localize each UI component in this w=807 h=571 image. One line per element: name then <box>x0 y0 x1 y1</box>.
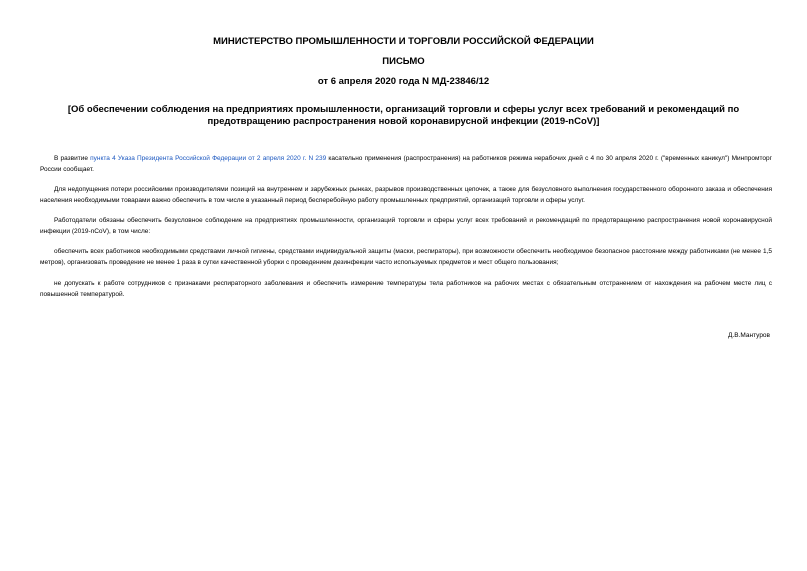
paragraph-5: не допускать к работе сотрудников с признаками респираторного заболевания и обеспечить измерение температуры тела работников на рабочих местах с обязательным отстранением от нахождения на рабочем месте лиц с повышенной температурой. <box>40 280 772 298</box>
paragraph-2: Для недопущения потери российскими производителями позиций на внутреннем и зарубежных рынках, разрывов производственных цепочек, а также для безусловного выполнения государственного оборонного заказа и обеспечения населения необходимыми товарами важно обеспечить в том числе в указанный период бесперебойную работу промышленных предприятий, организаций торговли и сферы услуг. <box>40 186 772 204</box>
paragraph-4: обеспечить всех работников необходимыми средствами личной гигиены, средствами индивидуальной защиты (маски, респираторы), при возможности обеспечить необходимое безопасное расстояние между работниками (не менее 1,5 метров), организовать проведение не менее 1 раза в сутки качественной уборки с проведением дезинфекции часто используемых предметов и мест общего пользования; <box>40 248 772 266</box>
ministry-heading: МИНИСТЕРСТВО ПРОМЫШЛЕННОСТИ И ТОРГОВЛИ РОССИЙСКОЙ ФЕДЕРАЦИИ <box>213 36 594 47</box>
paragraph-1 <box>40 153 772 175</box>
paragraph-3: Работодатели обязаны обеспечить безусловное соблюдение на предприятиях промышленности, организаций торговли и сферы услуг всех требований и рекомендаций по предотвращению распространения новой коронавирусной инфекции (2019-nCoV), в том числе: <box>40 217 772 235</box>
document-subject: [Об обеспечении соблюдения на предприятиях промышленности, организаций торговли и сферы услуг всех требований и рекомендаций по предотвращению распространения новой коронавирусной инфекции (2019-nCoV)] <box>67 104 740 127</box>
signature: Д.В.Мантуров <box>728 332 770 339</box>
decree-link[interactable]: пункта 4 Указа Президента Российской Федерации от 2 апреля 2020 г. N 239 <box>90 155 327 162</box>
paragraph-1-rest: касательно применения (распространения) на работников режима нерабочих дней с 4 по 30 апреля 2020 г. ("временных каникул") Минпромторг России сообщает. <box>40 155 772 173</box>
document-date-number: от 6 апреля 2020 года N МД-23846/12 <box>317 76 490 87</box>
paragraph-1-lead: В развитие <box>54 155 91 162</box>
document-type-heading: ПИСЬМО <box>382 56 425 67</box>
